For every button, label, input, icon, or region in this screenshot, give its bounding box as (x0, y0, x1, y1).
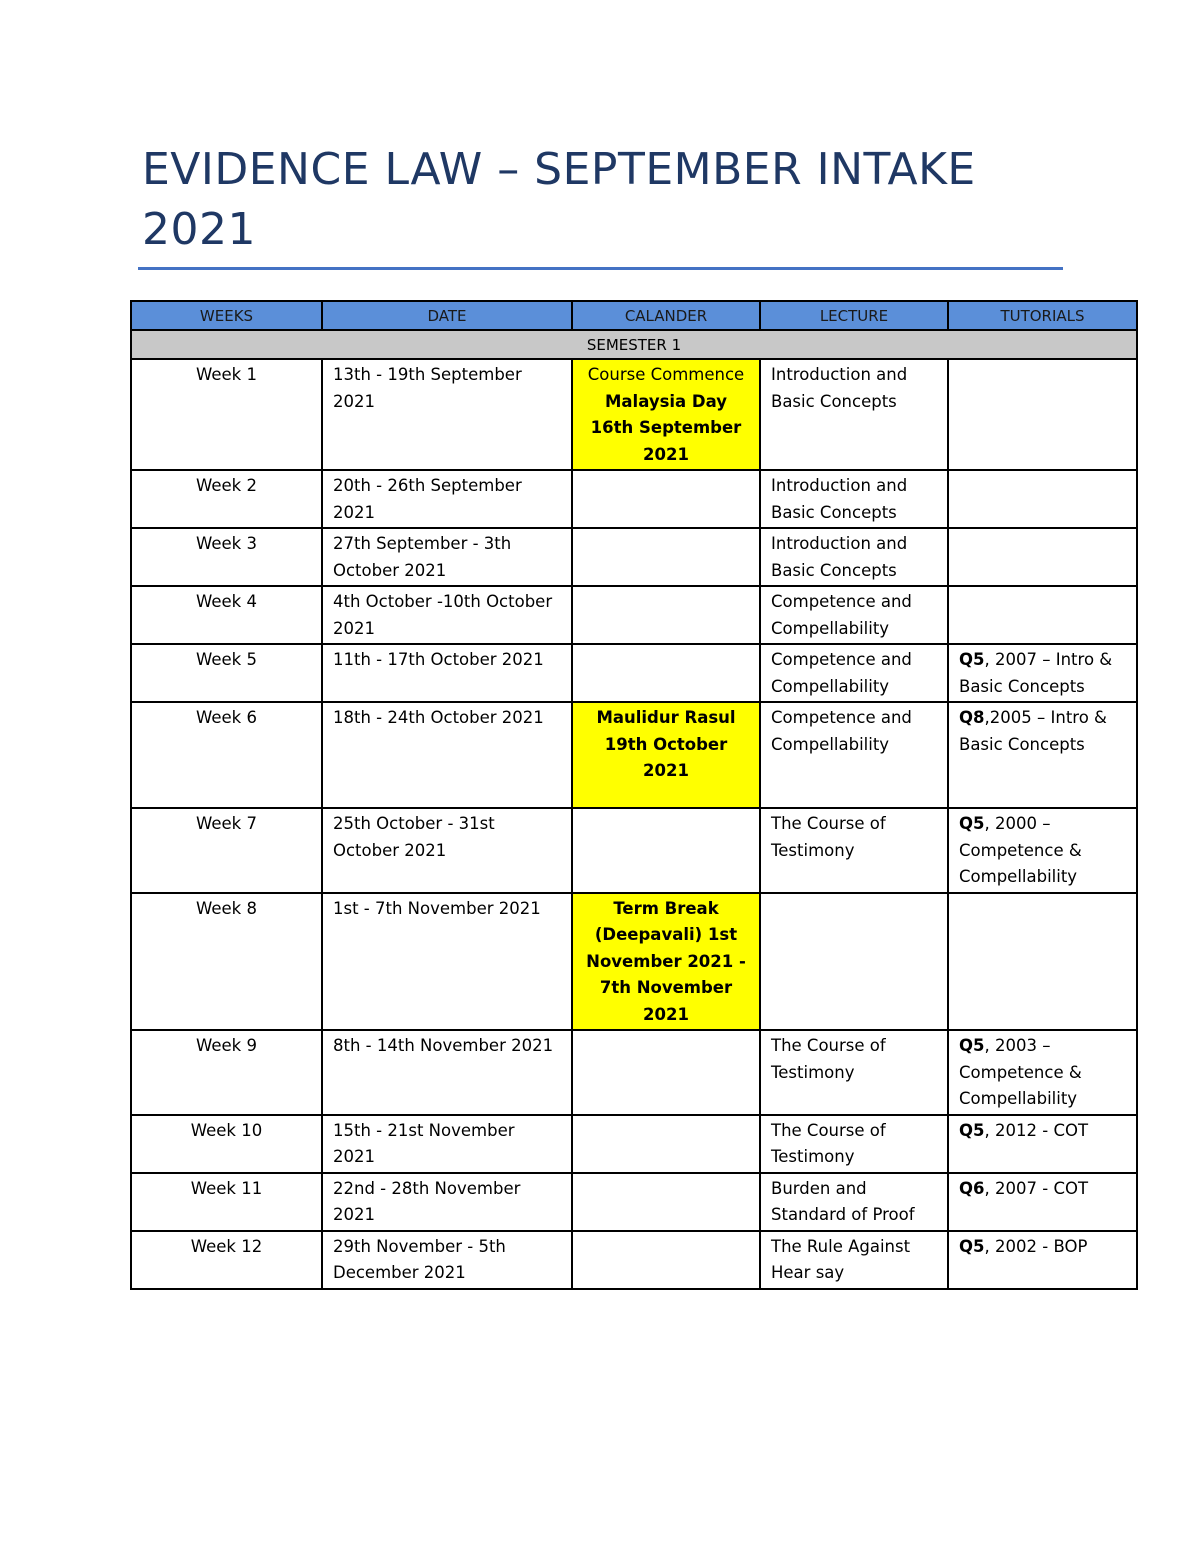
tutorial-cell (948, 702, 1137, 808)
tutorial-text: , 2000 – Competence & Compellability (959, 814, 1082, 886)
lecture-cell: The Course of Testimony (760, 1115, 948, 1173)
table-row (131, 702, 1137, 808)
calander-cell (572, 808, 760, 893)
date-cell: 22nd - 28th November 2021 (322, 1173, 572, 1231)
calander-cell (572, 644, 760, 702)
calander-event-text: Course Commence (587, 365, 745, 384)
week-cell: Week 8 (131, 893, 322, 1031)
tutorial-question: Q5 (959, 1036, 985, 1055)
tutorial-question: Q5 (959, 1236, 985, 1256)
week-cell: Week 9 (131, 1030, 322, 1115)
tutorial-cell (948, 528, 1137, 586)
tutorial-cell (948, 808, 1137, 893)
tutorial-cell (948, 1231, 1137, 1289)
tutorial-text: , 2007 - COT (984, 1178, 1089, 1198)
lecture-cell: Introduction and Basic Concepts (760, 528, 948, 586)
lecture-cell: Competence and Compellability (760, 702, 948, 808)
week-cell: Week 4 (131, 586, 322, 644)
date-cell: 1st - 7th November 2021 (322, 893, 572, 1031)
tutorial-cell (948, 893, 1137, 1031)
table-row (131, 644, 1137, 702)
tutorial-cell (948, 359, 1137, 470)
schedule-table (130, 300, 1138, 1290)
table-row (131, 1231, 1137, 1289)
tutorial-cell (948, 644, 1137, 702)
semester-row (131, 330, 1137, 359)
tutorial-cell (948, 1115, 1137, 1173)
table-row (131, 528, 1137, 586)
lecture-cell (760, 893, 948, 1031)
date-cell: 8th - 14th November 2021 (322, 1030, 572, 1115)
tutorial-question: Q6 (959, 1178, 985, 1198)
tutorial-question: Q8 (959, 708, 985, 727)
tutorial-cell (948, 1030, 1137, 1115)
week-cell: Week 5 (131, 644, 322, 702)
calander-cell: Term Break (Deepavali) 1st November 2021 - 7th November 2021 (572, 893, 760, 1031)
week-cell: Week 11 (131, 1173, 322, 1231)
date-cell: 4th October -10th October 2021 (322, 586, 572, 644)
table-row (131, 586, 1137, 644)
lecture-cell: Competence and Compellability (760, 586, 948, 644)
date-cell: 18th - 24th October 2021 (322, 702, 572, 808)
calander-cell (572, 528, 760, 586)
table-row (131, 808, 1137, 893)
title-underline (138, 267, 1063, 270)
week-cell: Week 2 (131, 470, 322, 528)
tutorial-text: , 2002 - BOP (984, 1236, 1088, 1256)
calander-holiday-text: Malaysia Day 16th September 2021 (590, 391, 742, 464)
table-row (131, 893, 1137, 1031)
week-cell: Week 3 (131, 528, 322, 586)
date-cell: 27th September - 3th October 2021 (322, 528, 572, 586)
header-date: DATE (322, 301, 572, 330)
date-cell: 20th - 26th September 2021 (322, 470, 572, 528)
week-cell: Week 10 (131, 1115, 322, 1173)
date-cell: 25th October - 31st October 2021 (322, 808, 572, 893)
calander-cell (572, 1231, 760, 1289)
lecture-cell: The Course of Testimony (760, 808, 948, 893)
date-cell: 13th - 19th September 2021 (322, 359, 572, 470)
calander-cell (572, 470, 760, 528)
tutorial-question: Q5 (959, 650, 985, 669)
lecture-cell: Competence and Compellability (760, 644, 948, 702)
tutorial-cell (948, 586, 1137, 644)
week-cell: Week 6 (131, 702, 322, 808)
page-title: EVIDENCE LAW – SEPTEMBER INTAKE 2021 (142, 144, 976, 255)
calander-cell (572, 359, 760, 470)
header-row (131, 301, 1137, 330)
lecture-cell: Introduction and Basic Concepts (760, 359, 948, 470)
tutorial-text: , 2012 - COT (984, 1120, 1089, 1140)
header-weeks: WEEKS (131, 301, 322, 330)
lecture-cell: Burden and Standard of Proof (760, 1173, 948, 1231)
calander-cell (572, 1030, 760, 1115)
date-cell: 15th - 21st November 2021 (322, 1115, 572, 1173)
lecture-cell: The Rule Against Hear say (760, 1231, 948, 1289)
lecture-cell: Introduction and Basic Concepts (760, 470, 948, 528)
tutorial-question: Q5 (959, 814, 985, 833)
date-cell: 29th November - 5th December 2021 (322, 1231, 572, 1289)
lecture-cell: The Course of Testimony (760, 1030, 948, 1115)
header-calander: CALANDER (572, 301, 760, 330)
calander-cell (572, 1115, 760, 1173)
table-row (131, 470, 1137, 528)
table-row (131, 1030, 1137, 1115)
header-lecture: LECTURE (760, 301, 948, 330)
week-cell: Week 1 (131, 359, 322, 470)
date-cell: 11th - 17th October 2021 (322, 644, 572, 702)
calander-cell: Maulidur Rasul 19th October 2021 (572, 702, 760, 808)
calander-cell (572, 586, 760, 644)
tutorial-text: ,2005 – Intro & Basic Concepts (959, 708, 1107, 754)
table-row (131, 359, 1137, 470)
tutorial-text: , 2007 – Intro & Basic Concepts (959, 650, 1113, 696)
calander-cell (572, 1173, 760, 1231)
week-cell: Week 12 (131, 1231, 322, 1289)
tutorial-text: , 2003 – Competence & Compellability (959, 1036, 1082, 1108)
table-row (131, 1173, 1137, 1231)
week-cell: Week 7 (131, 808, 322, 893)
header-tutorials: TUTORIALS (948, 301, 1137, 330)
tutorial-cell (948, 1173, 1137, 1231)
table-row (131, 1115, 1137, 1173)
semester-label: SEMESTER 1 (131, 330, 1137, 359)
tutorial-cell (948, 470, 1137, 528)
tutorial-question: Q5 (959, 1120, 985, 1140)
